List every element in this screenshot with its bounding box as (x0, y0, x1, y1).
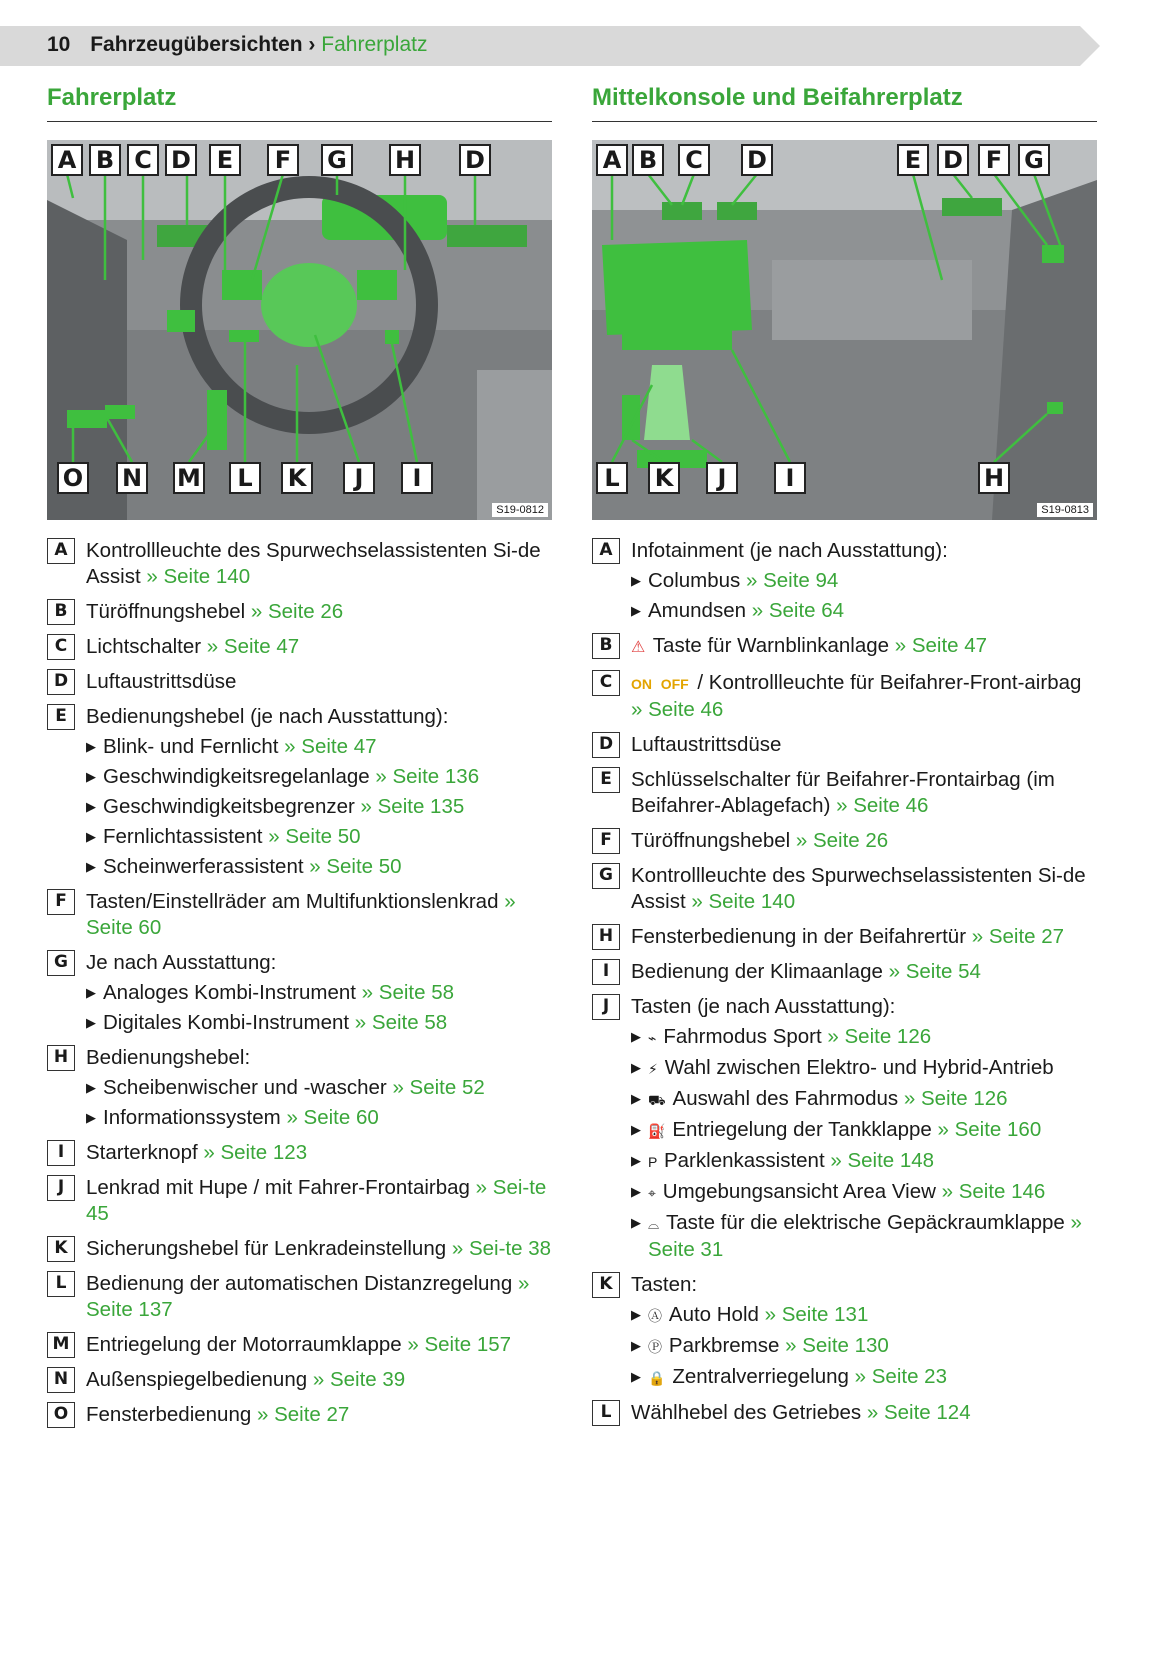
legend-key: L (592, 1400, 620, 1426)
legend-subitem (631, 1210, 1097, 1263)
legend-text: Kontrollleuchte des Spurwechselassistenten Si-de Assist (631, 864, 1086, 913)
legend-entry (47, 669, 552, 695)
legend-entry (592, 863, 1097, 915)
legend-subitem (86, 824, 552, 850)
page-reference-link: » Seite 26 (250, 600, 344, 623)
page-reference-link: » Seite 157 (407, 1333, 512, 1356)
legend-subitem-text: Scheinwerferassistent (103, 855, 304, 878)
legend-text: Bedienungshebel: (86, 1046, 251, 1069)
legend-entry (47, 634, 552, 660)
legend-text: Türöffnungshebel (631, 829, 791, 852)
legend-text-line (86, 704, 552, 730)
callout-label: B (632, 144, 664, 176)
legend-key: D (47, 669, 75, 695)
legend-subitem (631, 1024, 1097, 1051)
page-reference-link: » Seite 94 (746, 569, 839, 592)
legend-text-line (86, 634, 552, 660)
callout-label: I (774, 462, 806, 494)
callout-label: B (89, 144, 121, 176)
airbag-on-icon: ON (631, 676, 652, 692)
legend-key: K (592, 1272, 620, 1298)
page-reference-link: » Seite 39 (312, 1368, 406, 1391)
legend-text: Je nach Ausstattung: (86, 951, 277, 974)
callout-label: C (127, 144, 159, 176)
breadcrumb (47, 33, 427, 57)
legend-entry (47, 704, 552, 880)
page-reference-link: » Seite 124 (866, 1401, 971, 1424)
legend-text-line (86, 599, 552, 625)
legend-text-line (631, 863, 1097, 915)
legend-text: Bedienung der automatischen Distanzregelung (86, 1272, 513, 1295)
legend-subitem-text: Auswahl des Fahrmodus (672, 1087, 899, 1110)
page-reference-link: » Seite 130 (785, 1334, 889, 1357)
legend-subitem-text: Amundsen (648, 599, 747, 622)
legend-text-line (631, 1272, 1097, 1298)
legend-key: G (592, 863, 620, 889)
function-icon: ⌓ (648, 1216, 663, 1232)
legend-subitem-text: Scheibenwischer und -wascher (103, 1076, 387, 1099)
legend-subitem-text: Parkbremse (668, 1334, 780, 1357)
legend-text: Starterknopf (86, 1141, 198, 1164)
airbag-shape (261, 263, 357, 347)
page-reference-link: » Seite 46 (836, 794, 929, 817)
legend-text-line (86, 669, 552, 695)
legend-subitem (631, 1333, 1097, 1360)
legend-key: E (47, 704, 75, 730)
legend-entry (592, 1400, 1097, 1426)
page-reference-link: » Seite 52 (392, 1076, 485, 1099)
function-icon: ⌖ (648, 1185, 660, 1201)
legend-entry (592, 767, 1097, 819)
legend-subitem (86, 734, 552, 760)
page-reference-link: » Seite 27 (971, 925, 1065, 948)
legend-text-line (86, 1332, 552, 1358)
callout-label: D (459, 144, 491, 176)
legend-entry (47, 1236, 552, 1262)
legend-subitem-text: Wahl zwischen Elektro- und Hybrid-Antrieb (664, 1056, 1054, 1079)
legend-key: I (47, 1140, 75, 1166)
legend-subitem-text: Taste für die elektrische Gepäckraumklappe (665, 1211, 1065, 1234)
breadcrumb-section: Fahrzeugübersichten (90, 33, 303, 56)
callout-label: G (1018, 144, 1050, 176)
legend-subitem-text: Fernlichtassistent (103, 825, 263, 848)
legend-text: Wählhebel des Getriebes (631, 1401, 862, 1424)
legend-text-line (631, 1400, 1097, 1426)
legend-key: N (47, 1367, 75, 1393)
callout-label: F (978, 144, 1010, 176)
section-title-right: Mittelkonsole und Beifahrerplatz (592, 84, 1097, 122)
legend-entry (47, 950, 552, 1036)
legend-text: Tasten/Einstellräder am Multifunktionslenkrad (86, 890, 499, 913)
legend-subitem (86, 1105, 552, 1131)
callout-label: L (229, 462, 261, 494)
legend-subitem-text: Fahrmodus Sport (663, 1025, 822, 1048)
page-reference-link: » Seite 27 (256, 1403, 350, 1426)
legend-key: C (47, 634, 75, 660)
legend-key: H (592, 924, 620, 950)
legend-text-line (86, 1271, 552, 1323)
page-reference-link: » Seite 160 (937, 1118, 1042, 1141)
legend-text: Taste für Warnblinkanlage (652, 634, 890, 657)
legend-text: Bedienung der Klimaanlage (631, 960, 883, 983)
legend-entry (592, 538, 1097, 624)
legend-text: Infotainment (je nach Ausstattung): (631, 539, 948, 562)
page-reference-link: » Seite 26 (795, 829, 889, 852)
legend-subitem-text: Digitales Kombi-Instrument (103, 1011, 350, 1034)
legend-text-line (86, 1045, 552, 1071)
legend-entry (47, 1367, 552, 1393)
page-reference-link: » Seite 126 (903, 1087, 1008, 1110)
page-reference-link: » Seite 58 (354, 1011, 448, 1034)
page-reference-link: » Seite 140 (691, 890, 796, 913)
legend-text: Luftaustrittsdüse (86, 670, 237, 693)
legend-entry (592, 670, 1097, 723)
legend-subitem (86, 764, 552, 790)
page-reference-link: » Seite 123 (203, 1141, 308, 1164)
callout-label: E (209, 144, 241, 176)
breadcrumb-separator: › (308, 33, 316, 56)
legend-text-line (631, 924, 1097, 950)
legend-subitem (631, 568, 1097, 594)
legend-entry (47, 1271, 552, 1323)
page-reference-link: » Seite 47 (206, 635, 300, 658)
callout-label: H (978, 462, 1010, 494)
legend-text: Tasten: (631, 1273, 698, 1296)
legend-key: C (592, 670, 620, 696)
callout-label: K (281, 462, 313, 494)
legend-subitem (631, 1117, 1097, 1144)
legend-key: A (47, 538, 75, 564)
section-title-left: Fahrerplatz (47, 84, 552, 122)
function-icon: ⛟ (648, 1092, 670, 1108)
legend-subitem-text: Auto Hold (668, 1303, 759, 1326)
legend-text-line (631, 538, 1097, 564)
airbag-off-icon: OFF (660, 676, 689, 692)
page-reference-link: » Seite 31 (648, 1211, 1082, 1261)
legend-key: H (47, 1045, 75, 1071)
legend-text: Schlüsselschalter für Beifahrer-Frontairbag (im Beifahrer-Ablagefach) (631, 768, 1055, 817)
legend-subitem (631, 1055, 1097, 1082)
callout-label: L (596, 462, 628, 494)
legend-subitem (631, 1179, 1097, 1206)
legend-entry (47, 538, 552, 590)
legend-text: Luftaustrittsdüse (631, 733, 782, 756)
legend-subitem-text: Parklenkassistent (663, 1149, 825, 1172)
legend-entry (47, 1175, 552, 1227)
legend-subitem (86, 980, 552, 1006)
legend-key: F (592, 828, 620, 854)
callout-label: I (401, 462, 433, 494)
legend-entry (592, 633, 1097, 661)
legend-right (592, 538, 1097, 1426)
legend-text-line (631, 994, 1097, 1020)
legend-key: B (47, 599, 75, 625)
page-reference-link: » Seite 47 (284, 735, 377, 758)
figure-code: S19-0813 (1037, 503, 1093, 517)
legend-text-line (86, 950, 552, 976)
legend-text: Tasten (je nach Ausstattung): (631, 995, 896, 1018)
callout-label: J (706, 462, 738, 494)
legend-subitem-text: Entriegelung der Tankklappe (672, 1118, 932, 1141)
page-reference-link: » Seite 136 (375, 765, 480, 788)
page-reference-link: » Seite 54 (888, 960, 981, 983)
callout-label: J (343, 462, 375, 494)
legend-subitem (86, 1010, 552, 1036)
function-icon: ⛽ (648, 1123, 670, 1139)
legend-key: G (47, 950, 75, 976)
legend-text: Lichtschalter (86, 635, 202, 658)
breadcrumb-current: Fahrerplatz (321, 33, 428, 56)
legend-subitem (631, 1086, 1097, 1113)
legend-text: Bedienungshebel (je nach Ausstattung): (86, 705, 449, 728)
page-reference-link: » Seite 148 (830, 1149, 935, 1172)
legend-key: F (47, 889, 75, 915)
warning-triangle-icon: ⚠ (631, 639, 650, 656)
page-reference-link: » Seite 137 (86, 1272, 530, 1321)
legend-entry (47, 1332, 552, 1358)
legend-key: A (592, 538, 620, 564)
legend-text-line (86, 1367, 552, 1393)
legend-left (47, 538, 552, 1428)
function-icon: ⌁ (648, 1030, 661, 1046)
function-icon: 🔒 (648, 1370, 670, 1386)
callout-label: K (648, 462, 680, 494)
legend-text: Außenspiegelbedienung (86, 1368, 308, 1391)
page-reference-link: » Seite 64 (751, 599, 845, 622)
right-column (592, 84, 1097, 1435)
callout-label: D (165, 144, 197, 176)
legend-text-line (86, 1175, 552, 1227)
legend-entry (47, 1402, 552, 1428)
legend-subitem (631, 1302, 1097, 1329)
legend-entry (592, 924, 1097, 950)
legend-subitem (631, 1148, 1097, 1175)
function-icon: Ⓐ (648, 1308, 666, 1324)
callout-label: M (173, 462, 205, 494)
legend-text-line (86, 1140, 552, 1166)
legend-text: Fensterbedienung (86, 1403, 252, 1426)
callout-label: F (267, 144, 299, 176)
legend-entry (592, 959, 1097, 985)
legend-entry (47, 1140, 552, 1166)
legend-entry (592, 1272, 1097, 1391)
page-reference-link: » Sei-te 38 (451, 1237, 551, 1260)
legend-subitem (631, 1364, 1097, 1391)
legend-text: / Kontrollleuchte für Beifahrer-Front-airbag (697, 671, 1082, 694)
legend-key: J (47, 1175, 75, 1201)
legend-subitem-text: Zentralverriegelung (672, 1365, 849, 1388)
callout-label: D (741, 144, 773, 176)
left-column (47, 84, 552, 1437)
page-reference-link: » Seite 60 (286, 1106, 379, 1129)
legend-subitem (86, 854, 552, 880)
page-reference-link: » Seite 140 (146, 565, 251, 588)
legend-entry (592, 994, 1097, 1263)
legend-text: Kontrollleuchte des Spurwechselassistenten Si-de Assist (86, 539, 541, 588)
page-reference-link: » Seite 60 (86, 890, 516, 939)
legend-key: E (592, 767, 620, 793)
page-reference-link: » Seite 47 (894, 634, 988, 657)
legend-key: K (47, 1236, 75, 1262)
gear-lever-shape (644, 365, 690, 440)
vent-right-shape (447, 225, 527, 247)
legend-subitem-text: Analoges Kombi-Instrument (103, 981, 356, 1004)
page-number: 10 (47, 33, 71, 56)
legend-text-line (631, 828, 1097, 854)
callout-label: O (57, 462, 89, 494)
legend-key: B (592, 633, 620, 659)
legend-key: L (47, 1271, 75, 1297)
function-icon: P (648, 1154, 661, 1170)
callout-label: H (389, 144, 421, 176)
callout-label: A (51, 144, 83, 176)
legend-subitem-text: Columbus (648, 569, 741, 592)
legend-text: Sicherungshebel für Lenkradeinstellung (86, 1237, 447, 1260)
page-reference-link: » Seite 126 (827, 1025, 932, 1048)
legend-text: Entriegelung der Motorraumklappe (86, 1333, 402, 1356)
legend-key: D (592, 732, 620, 758)
legend-key: M (47, 1332, 75, 1358)
function-icon: ⚡ (648, 1061, 662, 1077)
legend-text-line (631, 767, 1097, 819)
page-reference-link: » Seite 146 (941, 1180, 1046, 1203)
page-reference-link: » Seite 23 (854, 1365, 947, 1388)
legend-text-line (86, 1236, 552, 1262)
legend-text-line (631, 670, 1097, 723)
legend-text: Fensterbedienung in der Beifahrertür (631, 925, 967, 948)
legend-subitem (86, 1075, 552, 1101)
legend-subitem-text: Umgebungsansicht Area View (662, 1180, 936, 1203)
legend-subitem-text: Blink- und Fernlicht (103, 735, 279, 758)
callout-label: E (897, 144, 929, 176)
callout-label: A (596, 144, 628, 176)
page-reference-link: » Seite 46 (631, 698, 724, 721)
callout-label: G (321, 144, 353, 176)
function-icon: Ⓟ (648, 1339, 666, 1355)
legend-text-line (631, 732, 1097, 758)
legend-subitem-text: Informationssystem (103, 1106, 281, 1129)
page-reference-link: » Seite 50 (309, 855, 402, 878)
legend-text-line (86, 1402, 552, 1428)
callout-label: N (116, 462, 148, 494)
legend-subitem-text: Geschwindigkeitsregelanlage (103, 765, 370, 788)
callout-label: C (678, 144, 710, 176)
legend-text-line (86, 889, 552, 941)
legend-entry (47, 599, 552, 625)
legend-entry (592, 828, 1097, 854)
figure-driver-cockpit (47, 140, 552, 520)
page-reference-link: » Sei-te 45 (86, 1176, 547, 1225)
legend-text-line (631, 633, 1097, 661)
legend-text-line (631, 959, 1097, 985)
page-reference-link: » Seite 135 (360, 795, 465, 818)
legend-entry (47, 889, 552, 941)
legend-subitem (631, 598, 1097, 624)
legend-key: I (592, 959, 620, 985)
page-reference-link: » Seite 131 (764, 1303, 869, 1326)
callout-label: D (937, 144, 969, 176)
figure-code: S19-0812 (492, 503, 548, 517)
legend-text: Türöffnungshebel (86, 600, 246, 623)
legend-subitem (86, 794, 552, 820)
figure-center-console (592, 140, 1097, 520)
legend-subitem-text: Geschwindigkeitsbegrenzer (103, 795, 355, 818)
legend-entry (47, 1045, 552, 1131)
legend-text: Lenkrad mit Hupe / mit Fahrer-Frontairbag (86, 1176, 470, 1199)
legend-key: O (47, 1402, 75, 1428)
legend-text-line (86, 538, 552, 590)
climate-panel-shape (622, 320, 732, 350)
legend-entry (592, 732, 1097, 758)
page-reference-link: » Seite 50 (268, 825, 361, 848)
legend-key: J (592, 994, 620, 1020)
page-reference-link: » Seite 58 (361, 981, 454, 1004)
